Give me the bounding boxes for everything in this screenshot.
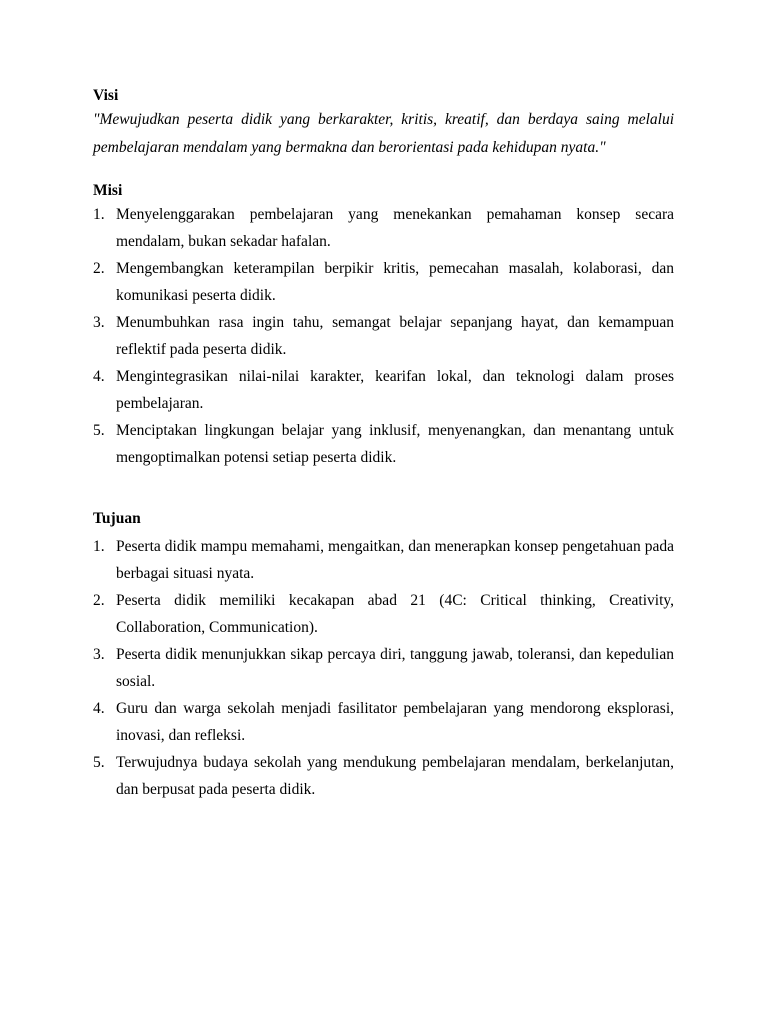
list-item-text: Menyelenggarakan pembelajaran yang menekankan pemahaman konsep secara mendalam, bukan sekadar hafalan. <box>116 206 674 250</box>
list-number: 4. <box>93 368 105 385</box>
tujuan-list <box>93 533 674 803</box>
document-page <box>93 86 674 803</box>
misi-section <box>93 181 674 471</box>
misi-item-3 <box>93 309 674 363</box>
visi-heading: Visi <box>93 87 119 104</box>
list-item-text: Terwujudnya budaya sekolah yang mendukung pembelajaran mendalam, berkelanjutan, dan berpusat pada peserta didik. <box>116 754 674 798</box>
list-number: 4. <box>93 700 105 717</box>
visi-section <box>93 86 674 161</box>
tujuan-heading: Tujuan <box>93 510 141 527</box>
list-number: 3. <box>93 646 105 663</box>
visi-statement: "Mewujudkan peserta didik yang berkarakter, kritis, kreatif, dan berdaya saing melalui pembelajaran mendalam yang bermakna dan berorientasi pada kehidupan nyata." <box>93 111 674 156</box>
tujuan-item-2 <box>93 587 674 641</box>
list-item-text: Menumbuhkan rasa ingin tahu, semangat belajar sepanjang hayat, dan kemampuan reflektif pada peserta didik. <box>116 314 674 358</box>
misi-list <box>93 201 674 471</box>
list-number: 2. <box>93 260 105 277</box>
list-item-text: Peserta didik mampu memahami, mengaitkan, dan menerapkan konsep pengetahuan pada berbagai situasi nyata. <box>116 538 674 582</box>
tujuan-item-3 <box>93 641 674 695</box>
list-number: 5. <box>93 422 105 439</box>
tujuan-item-1 <box>93 533 674 587</box>
list-number: 1. <box>93 538 105 555</box>
misi-item-4 <box>93 363 674 417</box>
list-number: 3. <box>93 314 105 331</box>
misi-item-1 <box>93 201 674 255</box>
list-number: 5. <box>93 754 105 771</box>
list-item-text: Guru dan warga sekolah menjadi fasilitator pembelajaran yang mendorong eksplorasi, inovasi, dan refleksi. <box>116 700 674 744</box>
list-item-text: Mengintegrasikan nilai-nilai karakter, kearifan lokal, dan teknologi dalam proses pembelajaran. <box>116 368 674 412</box>
tujuan-item-4 <box>93 695 674 749</box>
tujuan-section <box>93 509 674 803</box>
list-item-text: Peserta didik menunjukkan sikap percaya diri, tanggung jawab, toleransi, dan kepedulian sosial. <box>116 646 674 690</box>
list-item-text: Peserta didik memiliki kecakapan abad 21 (4C: Critical thinking, Creativity, Collaboration, Communication). <box>116 592 674 636</box>
list-item-text: Mengembangkan keterampilan berpikir kritis, pemecahan masalah, kolaborasi, dan komunikasi peserta didik. <box>116 260 674 304</box>
misi-heading: Misi <box>93 182 123 199</box>
list-number: 1. <box>93 206 105 223</box>
tujuan-item-5 <box>93 749 674 803</box>
list-item-text: Menciptakan lingkungan belajar yang inklusif, menyenangkan, dan menantang untuk mengoptimalkan potensi setiap peserta didik. <box>116 422 674 466</box>
misi-item-5 <box>93 417 674 471</box>
list-number: 2. <box>93 592 105 609</box>
misi-item-2 <box>93 255 674 309</box>
